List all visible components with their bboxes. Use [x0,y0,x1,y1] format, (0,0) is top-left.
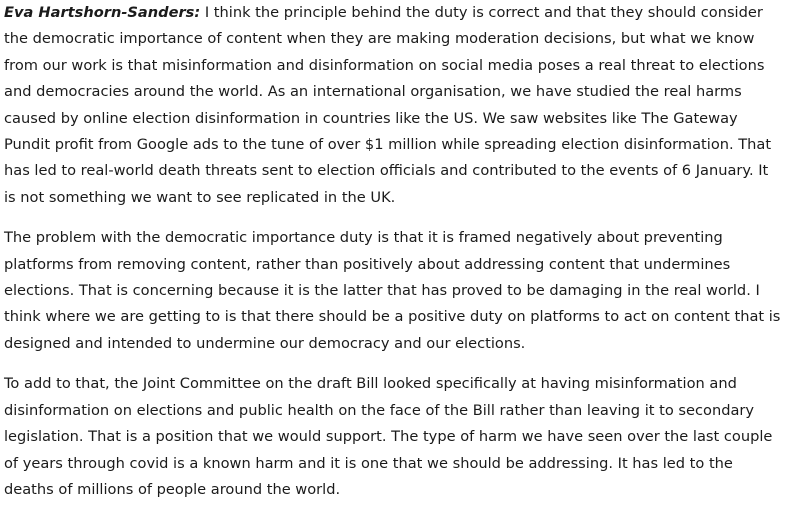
paragraph-2: The problem with the democratic importance duty is that it is framed negatively about preventing platforms from removing content, rather than positively about addressing content that undermines elections. That is concerning because it is the latter that has proved to be damaging in the real world. I think where we are getting to is that there should be a positive duty on platforms to act on content that is designed and intended to undermine our democracy and our elections. [4,229,781,352]
paragraph-3: To add to that, the Joint Committee on the draft Bill looked specifically at having misinformation and disinformation on elections and public health on the face of the Bill rather than leaving it to secondary legislation. That is a position that we would support. The type of harm we have seen over the last couple of years through covid is a known harm and it is one that we should be addressing. It has led to the deaths of millions of people around the world. [4,375,773,498]
transcript-body [4,0,784,517]
paragraph-1 [4,0,784,211]
paragraph-1-text: I think the principle behind the duty is correct and that they should consider the democratic importance of content when they are making moderation decisions, but what we know from our work is that misinformation and disinformation on social media poses a real threat to elections and democracies around the world. As an international organisation, we have studied the real harms caused by online election disinformation in countries like the US. We saw websites like The Gateway Pundit profit from Google ads to the tune of over $1 million while spreading election disinformation. That has led to real-world death threats sent to election officials and contributed to the events of 6 January. It is not something we want to see replicated in the UK. [4,4,772,206]
speaker-name: Eva Hartshorn-Sanders: [4,4,201,21]
